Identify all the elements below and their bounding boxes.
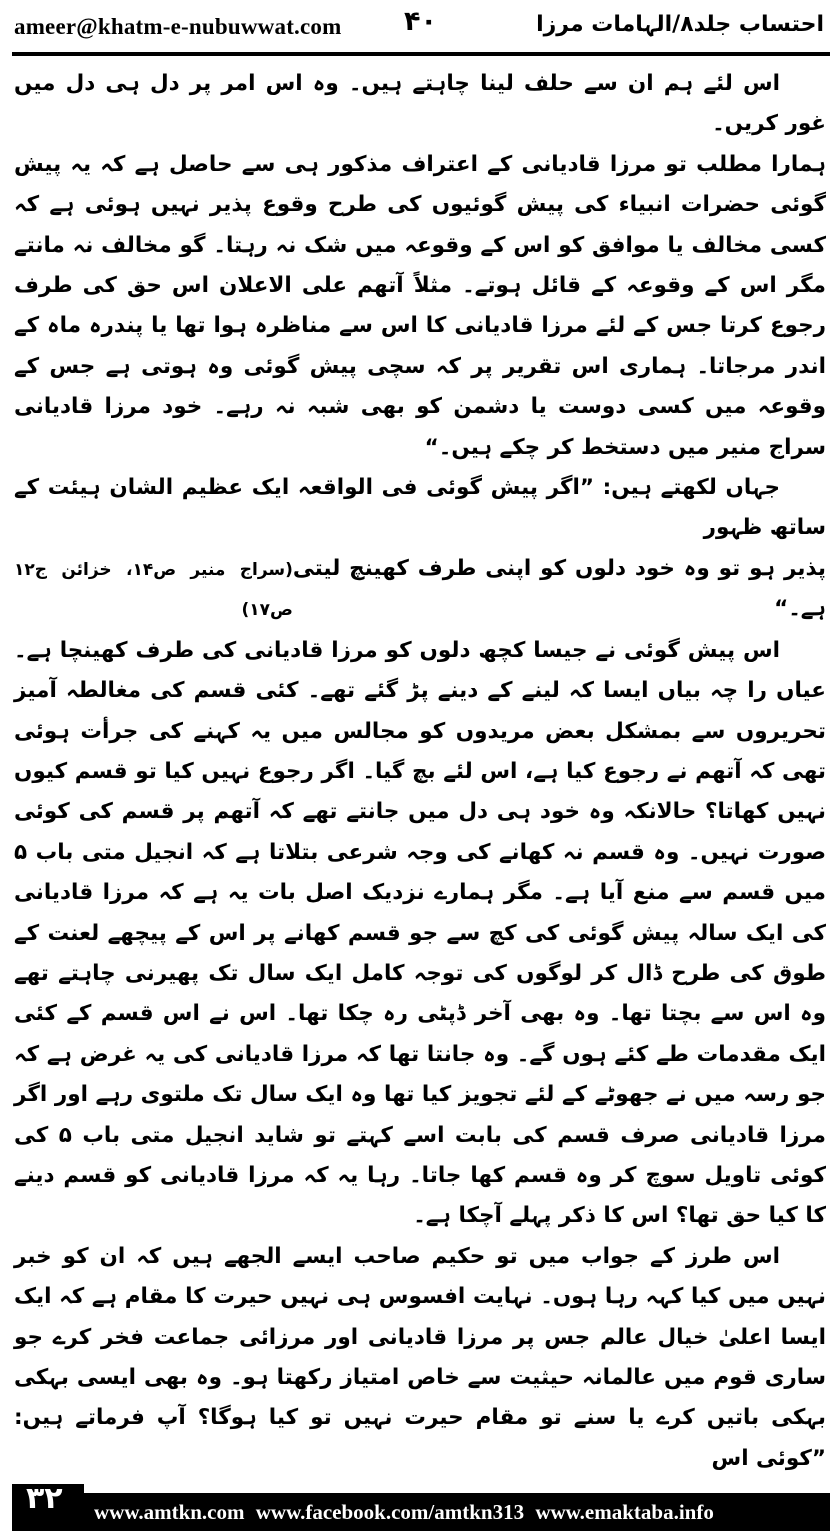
page-body: [14, 64, 826, 1479]
citation-line: [14, 549, 826, 631]
paragraph: اس طرز کے جواب میں تو حکیم صاحب ایسے الجھے ہیں کہ ان کو خبر نہیں میں کیا کہہ رہا ہوں۔ نہایت افسوس ہی نہیں حیرت کا مقام ہے کہ ایک ایسا اعلیٰ خیال عالم جس پر مرزا قادیانی اور مرزائی جماعت فخر کرے جو ساری قوم میں عالمانہ حیثیت سے خاص امتیاز رکھتا ہو۔ وہ بھی ایسی بہکی بہکی باتیں کرے یا سنے تو مقام حیرت نہیں تو کیا ہوگا؟ آپ فرماتے ہیں: ”کوئی اس: [14, 1243, 826, 1471]
footer-page-number: ۳۲: [26, 1481, 63, 1516]
page-header: [0, 0, 840, 56]
header-divider: [12, 52, 830, 56]
paragraph: اس پیش گوئی نے جیسا کچھ دلوں کو مرزا قادیانی کی طرف کھینچا ہے۔ عیاں را چہ بیاں ایسا کہ لینے کے دینے پڑ گئے تھے۔ کئی قسم کی مغالطہ آمیز تحریروں سے بمشکل بعض مریدوں کو مجالس میں یہ کہنے کی جرأت ہوئی تھی کہ آتھم نے رجوع کیا ہے، اس لئے بچ گیا۔ اگر رجوع نہیں کیا تو قسم کیوں نہیں کھاتا؟ حالانکہ وہ خود ہی دل میں جانتے تھے کہ آتھم پر قسم کی کوئی صورت نہیں۔ وہ قسم نہ کھانے کی وجہ شرعی بتلاتا ہے کہ انجیل متی باب ۵ میں قسم سے منع آیا ہے۔ مگر ہمارے نزدیک اصل بات یہ ہے کہ مرزا قادیانی کی ایک سالہ پیش گوئی کی کچ سے جو قسم کھانے پر اس کے پیچھے لعنت کے طوق کی طرح ڈال کر لوگوں کی توجہ کامل ایک سال تک پھیرنی چاہتے تھے وہ اس سے بچتا تھا۔ وہ بھی آخر ڈپٹی رہ چکا تھا۔ اس نے اس قسم کے کئی ایک مقدمات طے کئے ہوں گے۔ وہ جانتا تھا کہ مرزا قادیانی کی یہ غرض ہے کہ جو رسہ میں نے جھوٹے کے لئے تجویز کیا تھا وہ ایک سال تک ملتوی رہے اور اگر مرزا قادیانی صرف قسم کی بابت اسے کہتے تو شاید انجیل متی باب ۵ کی کوئی تاویل سوچ کر وہ قسم کھا جاتا۔ رہا یہ کہ مرزا قادیانی کو قسم دینے کا کیا حق تھا؟ اس کا ذکر پہلے آچکا ہے۔: [14, 637, 826, 1229]
paragraph: جہاں لکھتے ہیں: ”اگر پیش گوئی فی الواقعہ ایک عظیم الشان ہیئت کے ساتھ ظہور: [14, 475, 826, 541]
header-page-number: ۴۰: [404, 6, 437, 37]
paragraph: اس لئے ہم ان سے حلف لینا چاہتے ہیں۔ وہ اس امر پر دل ہی دل میں غور کریں۔: [14, 71, 826, 137]
quote-end-text: پذیر ہو تو وہ خود دلوں کو اپنی طرف کھینچ لیتی ہے۔“: [292, 555, 826, 622]
header-email: ameer@khatm-e-nubuwwat.com: [14, 14, 342, 39]
citation-reference: (سراج منیر ص۱۴، خزائن ج۱۲ ص۱۷): [14, 559, 293, 621]
header-book-title: احتساب جلد۸/الہامات مرزا: [536, 12, 824, 37]
paragraph: ہمارا مطلب تو مرزا قادیانی کے اعتراف مذکور ہی سے حاصل ہے کہ یہ پیش گوئی حضرات انبیاء کی پیش گوئیوں کی طرح وقوع پذیر نہیں ہوئی ہے کہ کسی مخالف یا موافق کو اس کے وقوعہ میں شک نہ رہتا۔ گو مخالف نہ مانتے مگر اس کے وقوعہ کے قائل ہوتے۔ مثلاً آتھم علی الاعلان اس حق کی طرف رجوع کرتا جس کے لئے مرزا قادیانی کا اس سے مناظرہ ہوا تھا یا پندرہ ماہ کے اندر مرجاتا۔ ہماری اس تقریر پر کہ سچی پیش گوئی وہ ہوتی ہے جس کے وقوعہ میں کسی دوست یا دشمن کو بھی شبہ نہ رہے۔ خود مرزا قادیانی سراج منیر میں دستخط کر چکے ہیں۔“: [14, 151, 826, 460]
footer-links: www.amtkn.com www.facebook.com/amtkn313 www.emaktaba.info: [94, 1500, 714, 1524]
